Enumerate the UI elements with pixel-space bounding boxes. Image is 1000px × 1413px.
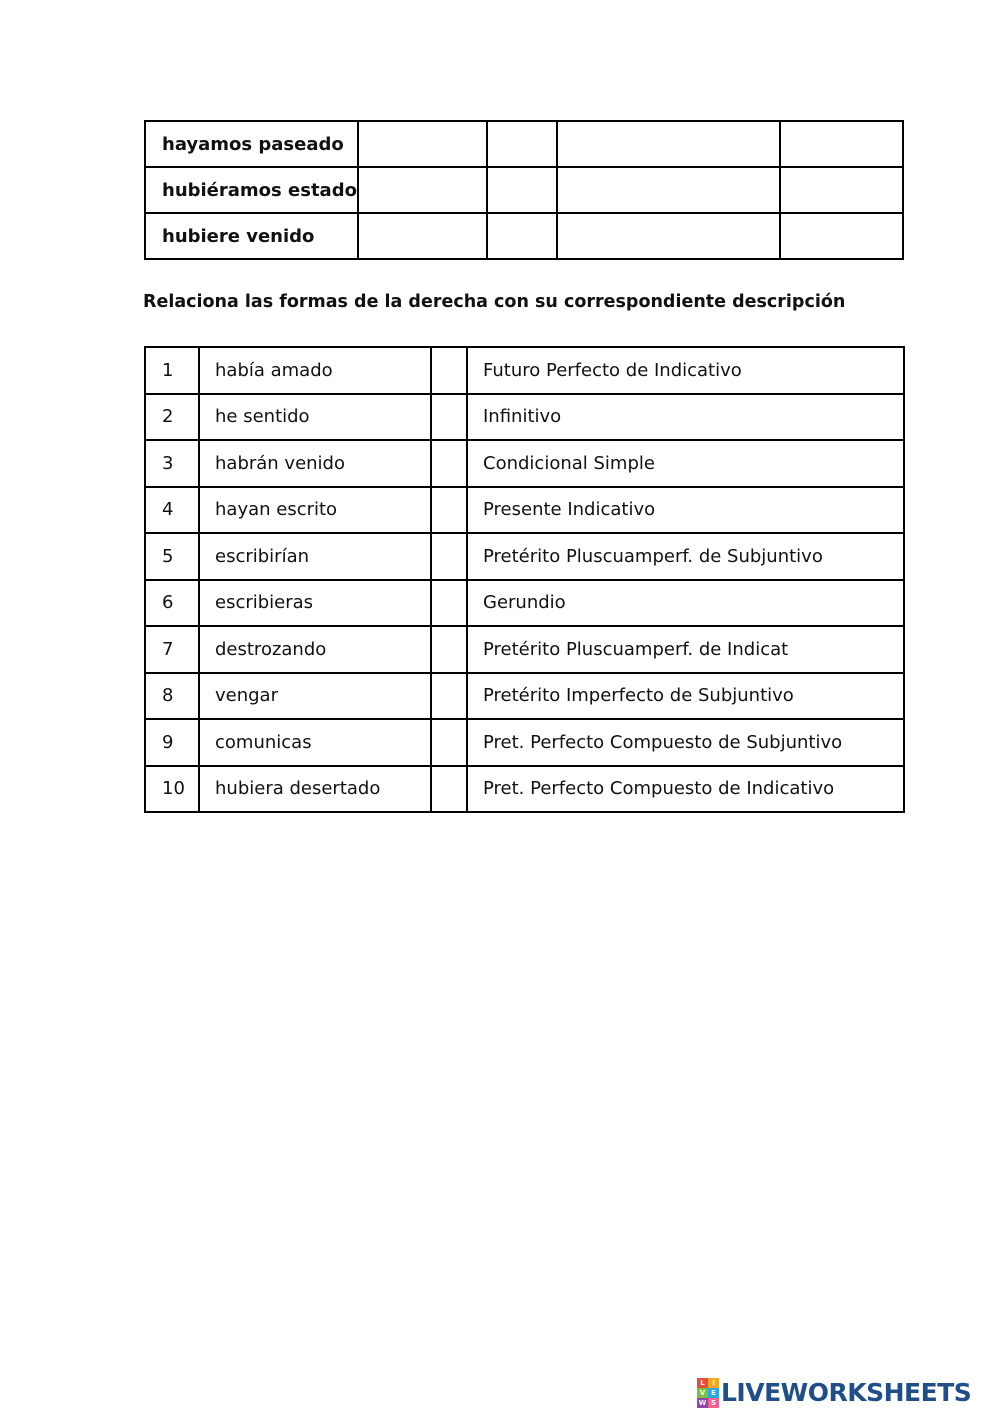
description-cell: Pretérito Pluscuamperf. de Subjuntivo	[467, 533, 904, 580]
exercise-instruction: Relaciona las formas de la derecha con su correspondiente descripción	[143, 292, 846, 312]
table-row	[145, 213, 903, 259]
description-cell: Pretérito Imperfecto de Subjuntivo	[467, 673, 904, 720]
liveworksheets-logo-icon	[697, 1378, 719, 1408]
answer-cell[interactable]	[780, 213, 903, 259]
brand-name: LIVEWORKSHEETS	[721, 1378, 972, 1407]
description-cell: Condicional Simple	[467, 440, 904, 487]
verb-form-cell: hubiéramos estado	[145, 167, 358, 213]
row-number: 6	[145, 580, 199, 627]
description-cell: Infinitivo	[467, 394, 904, 441]
table-row	[145, 533, 904, 580]
row-number: 8	[145, 673, 199, 720]
verb-form-cell: destrozando	[199, 626, 431, 673]
answer-cell[interactable]	[358, 167, 487, 213]
table-row	[145, 673, 904, 720]
row-number: 4	[145, 487, 199, 534]
table-row	[145, 766, 904, 813]
description-cell: Pret. Perfecto Compuesto de Indicativo	[467, 766, 904, 813]
answer-cell[interactable]	[431, 626, 467, 673]
table-row	[145, 487, 904, 534]
answer-cell[interactable]	[487, 121, 557, 167]
answer-cell[interactable]	[431, 580, 467, 627]
table-row	[145, 121, 903, 167]
row-number: 5	[145, 533, 199, 580]
table-row	[145, 626, 904, 673]
row-number: 1	[145, 347, 199, 394]
table-row	[145, 719, 904, 766]
verb-form-cell: hubiera desertado	[199, 766, 431, 813]
logo-tile: V	[697, 1388, 708, 1398]
verb-form-cell: había amado	[199, 347, 431, 394]
verb-form-cell: vengar	[199, 673, 431, 720]
logo-tile: S	[708, 1398, 719, 1408]
answer-cell[interactable]	[557, 213, 780, 259]
row-number: 10	[145, 766, 199, 813]
answer-cell[interactable]	[780, 121, 903, 167]
row-number: 7	[145, 626, 199, 673]
row-number: 2	[145, 394, 199, 441]
table-row	[145, 394, 904, 441]
logo-tile: L	[697, 1378, 708, 1388]
row-number: 3	[145, 440, 199, 487]
verb-form-cell: escribirían	[199, 533, 431, 580]
logo-tile: E	[708, 1388, 719, 1398]
verb-form-cell: hayan escrito	[199, 487, 431, 534]
matching-table	[144, 346, 905, 813]
answer-cell[interactable]	[431, 719, 467, 766]
answer-cell[interactable]	[557, 167, 780, 213]
answer-cell[interactable]	[431, 673, 467, 720]
answer-cell[interactable]	[780, 167, 903, 213]
answer-cell[interactable]	[487, 167, 557, 213]
verb-form-cell: escribieras	[199, 580, 431, 627]
table-row	[145, 440, 904, 487]
answer-cell[interactable]	[431, 440, 467, 487]
answer-cell[interactable]	[431, 533, 467, 580]
answer-cell[interactable]	[358, 121, 487, 167]
answer-cell[interactable]	[431, 394, 467, 441]
verb-form-cell: habrán venido	[199, 440, 431, 487]
row-number: 9	[145, 719, 199, 766]
answer-cell[interactable]	[431, 347, 467, 394]
liveworksheets-brand	[697, 1378, 971, 1408]
answer-cell[interactable]	[431, 766, 467, 813]
description-cell: Gerundio	[467, 580, 904, 627]
verb-form-cell: hayamos paseado	[145, 121, 358, 167]
description-cell: Pret. Perfecto Compuesto de Subjuntivo	[467, 719, 904, 766]
verb-form-cell: comunicas	[199, 719, 431, 766]
logo-tile: I	[708, 1378, 719, 1388]
answer-cell[interactable]	[431, 487, 467, 534]
answer-cell[interactable]	[358, 213, 487, 259]
conjugation-table	[144, 120, 904, 260]
logo-tile: W	[698, 1399, 707, 1407]
verb-form-cell: he sentido	[199, 394, 431, 441]
description-cell: Presente Indicativo	[467, 487, 904, 534]
description-cell: Pretérito Pluscuamperf. de Indicat	[467, 626, 904, 673]
verb-form-cell: hubiere venido	[145, 213, 358, 259]
table-row	[145, 167, 903, 213]
table-row	[145, 347, 904, 394]
description-cell: Futuro Perfecto de Indicativo	[467, 347, 904, 394]
answer-cell[interactable]	[557, 121, 780, 167]
answer-cell[interactable]	[487, 213, 557, 259]
table-row	[145, 580, 904, 627]
